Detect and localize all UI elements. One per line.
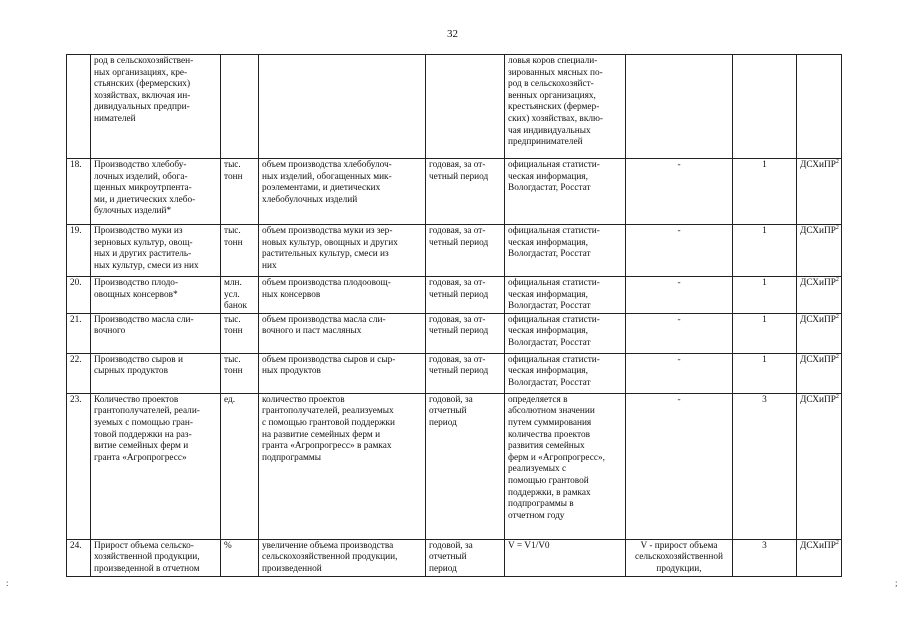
unit-text: тыс. тонн xyxy=(224,226,243,248)
indicator-name-text: Производство сыров и сырных продуктов xyxy=(94,354,183,377)
footnote-superscript: 2 xyxy=(835,353,839,360)
table-row xyxy=(67,55,842,159)
cell-periodicity xyxy=(426,55,505,159)
cell-row-number xyxy=(67,55,91,159)
indicator-name-text: Производство плодо- овощных консервов* xyxy=(94,278,179,300)
method-code-text: 1 xyxy=(762,160,767,170)
method-code-text: 3 xyxy=(762,540,767,551)
symbols-text: - xyxy=(677,160,681,170)
cell-row-number xyxy=(67,353,91,393)
indicator-name-text: Количество проектов грантополучателей, реали- зуемых с помощью гран- товой поддержки на раз- витие семейных ферм и гранта «Агропрогресс» xyxy=(94,394,200,463)
cell-method-code xyxy=(733,313,797,353)
method-code-text: 1 xyxy=(762,278,767,288)
cell-data-source xyxy=(505,313,626,353)
cell-responsible xyxy=(797,539,842,576)
footnote-superscript: 2 xyxy=(835,539,839,546)
cell-row-number xyxy=(67,393,91,539)
symbols-text: - xyxy=(677,226,681,236)
cell-indicator-name xyxy=(91,393,221,539)
cell-indicator-name xyxy=(91,277,221,314)
table-row xyxy=(67,277,842,314)
symbols-text: V - прирост объема сельскохозяйственной продукции, xyxy=(635,540,723,574)
responsible-text: ДСХиПР xyxy=(800,314,836,325)
cell-method-code xyxy=(733,353,797,393)
cell-data-source xyxy=(505,539,626,576)
footnote-superscript: 2 xyxy=(835,158,839,165)
definition-text: объем производства муки из зер- новых культур, овощных и других растительных культур, смеси из них xyxy=(262,226,398,271)
periodicity-text: годовой, за отчетный период xyxy=(429,394,473,428)
cell-periodicity xyxy=(426,313,505,353)
data-source-text: официальная статисти- ческая информация, Вологдастат, Росстат xyxy=(508,226,600,260)
row-number-text: 19. xyxy=(70,226,82,236)
cell-periodicity xyxy=(426,225,505,277)
periodicity-text: годовая, за от- четный период xyxy=(429,354,489,377)
cell-unit xyxy=(221,539,259,576)
unit-text: % xyxy=(224,540,232,551)
cell-unit xyxy=(221,313,259,353)
table-row xyxy=(67,225,842,277)
indicator-name-text: род в сельскохозяйствен- ных организациях, кре- стьянских (фермерских) хозяйствах, включая ин- дивидуальных предпри- нимателей xyxy=(94,56,194,124)
indicator-name-text: Производство хлебобу- лочных изделий, обога- щенных микроутрпента- ми, и диетических хлебо- булочных изделий* xyxy=(94,160,196,217)
definition-text: объем производства сыров и сыр- ных продуктов xyxy=(262,354,396,377)
cell-unit xyxy=(221,225,259,277)
table-row xyxy=(67,393,842,539)
row-number-text: 20. xyxy=(70,278,82,288)
cell-definition xyxy=(259,313,426,353)
cell-unit xyxy=(221,277,259,314)
unit-text: тыс. тонн xyxy=(224,354,243,377)
cell-symbols xyxy=(626,159,733,225)
cell-unit xyxy=(221,55,259,159)
cell-definition xyxy=(259,277,426,314)
symbols-text: - xyxy=(677,394,681,405)
cell-data-source xyxy=(505,393,626,539)
symbols-text: - xyxy=(677,278,681,288)
data-source-text: определяется в абсолютном значении путем суммирования количества проектов развития семейных ферм и «Агропрогресс», реализуемых с помощью грантовой поддержки, в рамках подпрограммы в отчетном году xyxy=(508,394,605,521)
right-edge-mark: ; xyxy=(895,578,898,588)
footnote-superscript: 2 xyxy=(835,393,839,400)
page-number: 32 xyxy=(447,28,458,40)
cell-data-source xyxy=(505,277,626,314)
cell-symbols xyxy=(626,539,733,576)
cell-symbols xyxy=(626,393,733,539)
responsible-text: ДСХиПР xyxy=(800,394,836,405)
cell-symbols xyxy=(626,353,733,393)
cell-responsible xyxy=(797,313,842,353)
cell-indicator-name xyxy=(91,313,221,353)
footnote-superscript: 2 xyxy=(835,224,839,231)
cell-responsible xyxy=(797,159,842,225)
responsible-text: ДСХиПР xyxy=(800,540,836,551)
responsible-text: ДСХиПР xyxy=(800,354,836,365)
cell-symbols xyxy=(626,277,733,314)
cell-method-code xyxy=(733,159,797,225)
cell-row-number xyxy=(67,225,91,277)
cell-periodicity xyxy=(426,277,505,314)
method-code-text: 3 xyxy=(762,394,767,405)
cell-method-code xyxy=(733,277,797,314)
table-row xyxy=(67,539,842,576)
footnote-superscript: 2 xyxy=(835,276,839,283)
periodicity-text: годовая, за от- четный период xyxy=(429,314,489,337)
unit-text: ед. xyxy=(224,394,236,405)
periodicity-text: годовой, за отчетный период xyxy=(429,540,473,574)
definition-text: увеличение объема производства сельскохозяйственной продукции, произведенной xyxy=(262,540,398,574)
table-row xyxy=(67,353,842,393)
cell-indicator-name xyxy=(91,539,221,576)
table-row xyxy=(67,159,842,225)
cell-data-source xyxy=(505,159,626,225)
method-code-text: 1 xyxy=(762,354,767,365)
table-row xyxy=(67,313,842,353)
cell-definition xyxy=(259,55,426,159)
row-number-text: 24. xyxy=(70,540,82,551)
symbols-text: - xyxy=(677,354,681,365)
cell-periodicity xyxy=(426,393,505,539)
cell-unit xyxy=(221,393,259,539)
cell-indicator-name xyxy=(91,225,221,277)
data-source-text: ловья коров специали- зированных мясных по- род в сельскохозяйст- венных организациях, крестьянских (фермер- ских) хозяйствах, вклю- чая индивидуальных предпринимателей xyxy=(508,56,604,148)
cell-responsible xyxy=(797,55,842,159)
cell-definition xyxy=(259,225,426,277)
periodicity-text: годовая, за от- четный период xyxy=(429,278,489,300)
cell-data-source xyxy=(505,55,626,159)
cell-symbols xyxy=(626,313,733,353)
method-code-text: 1 xyxy=(762,314,767,325)
data-source-text: официальная статисти- ческая информация, Вологдастат, Росстат xyxy=(508,314,600,348)
row-number-text: 21. xyxy=(70,314,82,325)
data-source-text: официальная статисти- ческая информация, Вологдастат, Росстат xyxy=(508,278,600,312)
symbols-text: - xyxy=(677,314,681,325)
indicators-table xyxy=(66,54,842,577)
responsible-text: ДСХиПР xyxy=(800,226,836,236)
cell-indicator-name xyxy=(91,353,221,393)
left-edge-mark: : xyxy=(6,578,9,588)
data-source-text: официальная статисти- ческая информация, Вологдастат, Росстат xyxy=(508,160,600,194)
indicator-name-text: Производство муки из зерновых культур, овощ- ных и других раститель- ных культур, смеси из них xyxy=(94,226,199,271)
periodicity-text: годовая, за от- четный период xyxy=(429,226,489,248)
unit-text: млн. усл. банок xyxy=(224,278,247,312)
cell-responsible xyxy=(797,393,842,539)
cell-method-code xyxy=(733,539,797,576)
cell-method-code xyxy=(733,55,797,159)
cell-periodicity xyxy=(426,159,505,225)
cell-unit xyxy=(221,159,259,225)
cell-definition xyxy=(259,393,426,539)
cell-data-source xyxy=(505,225,626,277)
responsible-text: ДСХиПР xyxy=(800,160,836,170)
unit-text: тыс. тонн xyxy=(224,160,243,182)
cell-definition xyxy=(259,159,426,225)
cell-unit xyxy=(221,353,259,393)
cell-row-number xyxy=(67,159,91,225)
indicator-name-text: Производство масла сли- вочного xyxy=(94,314,194,337)
definition-text: объем производства хлебобулоч- ных изделий, обогащенных мик- роэлементами, и диетических хлебобулочных изделий xyxy=(262,160,392,205)
footnote-superscript: 2 xyxy=(835,313,839,320)
cell-method-code xyxy=(733,225,797,277)
cell-row-number xyxy=(67,277,91,314)
row-number-text: 18. xyxy=(70,160,82,170)
cell-definition xyxy=(259,353,426,393)
cell-data-source xyxy=(505,353,626,393)
cell-definition xyxy=(259,539,426,576)
responsible-text: ДСХиПР xyxy=(800,278,836,288)
cell-symbols xyxy=(626,225,733,277)
periodicity-text: годовая, за от- четный период xyxy=(429,160,489,182)
cell-indicator-name xyxy=(91,159,221,225)
definition-text: количество проектов грантополучателей, реализуемых с помощью грантовой поддержки на развитие семейных ферм и гранта «Агропрогресс» в рамках подпрограммы xyxy=(262,394,396,463)
definition-text: объем производства масла сли- вочного и паст масляных xyxy=(262,314,386,337)
cell-periodicity xyxy=(426,539,505,576)
indicator-name-text: Прирост объема сельско- хозяйственной продукции, произведенной в отчетном xyxy=(94,540,200,574)
cell-row-number xyxy=(67,313,91,353)
cell-responsible xyxy=(797,277,842,314)
cell-responsible xyxy=(797,225,842,277)
cell-method-code xyxy=(733,393,797,539)
cell-indicator-name xyxy=(91,55,221,159)
data-source-text: официальная статисти- ческая информация, Вологдастат, Росстат xyxy=(508,354,600,388)
cell-responsible xyxy=(797,353,842,393)
cell-symbols xyxy=(626,55,733,159)
unit-text: тыс. тонн xyxy=(224,314,243,337)
definition-text: объем производства плодоовощ- ных консервов xyxy=(262,278,391,300)
row-number-text: 23. xyxy=(70,394,82,405)
row-number-text: 22. xyxy=(70,354,82,365)
method-code-text: 1 xyxy=(762,226,767,236)
data-source-text: V = V1/V0 xyxy=(508,540,550,551)
cell-row-number xyxy=(67,539,91,576)
cell-periodicity xyxy=(426,353,505,393)
